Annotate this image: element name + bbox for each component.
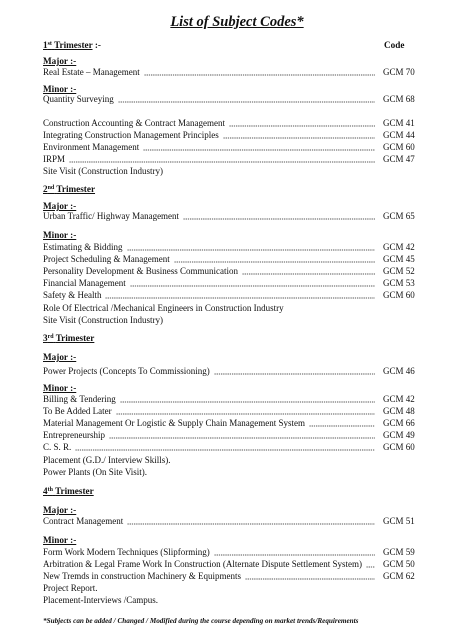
subject-row: Financial Management GCM 53	[43, 278, 415, 288]
subject-row: Urban Traffic/ Highway Management GCM 65	[43, 211, 415, 221]
trimester-1-heading: 1st Trimester :-	[43, 40, 101, 50]
subject-row: Safety & Health GCM 60	[43, 290, 415, 300]
minor-heading: Minor :-	[43, 84, 77, 94]
subject-line: Placement (G.D./ Interview Skills).	[43, 455, 171, 465]
subject-row: Personality Development & Business Communication GCM 52	[43, 266, 415, 276]
subject-line: Role Of Electrical /Mechanical Engineers in Construction Industry	[43, 303, 284, 313]
page-title: List of Subject Codes*	[170, 14, 304, 30]
code-column-header: Code	[384, 40, 405, 50]
subject-row: C. S. R. GCM 60	[43, 442, 415, 452]
subject-line: Site Visit (Construction Industry)	[43, 166, 164, 176]
major-heading: Major :-	[43, 352, 77, 362]
subject-row: Form Work Modern Techniques (Slipforming) GCM 59	[43, 547, 415, 557]
minor-heading: Minor :-	[43, 383, 77, 393]
subject-line: Placement-Interviews /Campus.	[43, 595, 158, 605]
minor-heading: Minor :-	[43, 230, 77, 240]
subject-row: Entrepreneurship GCM 49	[43, 430, 415, 440]
subject-line: Project Report.	[43, 583, 98, 593]
subject-row: Estimating & Bidding GCM 42	[43, 242, 415, 252]
subject-row: Quantity Surveying GCM 68	[43, 94, 415, 104]
subject-row: Integrating Construction Management Principles GCM 44	[43, 130, 415, 140]
subject-row: Material Management Or Logistic & Supply Chain Management System GCM 66	[43, 418, 415, 428]
minor-heading: Minor :-	[43, 535, 77, 545]
major-heading: Major :-	[43, 505, 77, 515]
subject-row: New Tremds in construction Machinery & Equipments GCM 62	[43, 571, 415, 581]
subject-row: Arbitration & Legal Frame Work In Construction (Alternate Dispute Settlement System) GCM 50	[43, 559, 415, 569]
subject-line: Site Visit (Construction Industry)	[43, 315, 164, 325]
subject-line: Power Plants (On Site Visit).	[43, 467, 148, 477]
trimester-2-heading: 2nd Trimester	[43, 184, 96, 194]
trimester-4-heading: 4th Trimester	[43, 486, 94, 496]
subject-row: To Be Added Later GCM 48	[43, 406, 415, 416]
major-heading: Major :-	[43, 56, 77, 66]
subject-row: Real Estate – Management GCM 70	[43, 67, 415, 77]
subject-row: Construction Accounting & Contract Management GCM 41	[43, 118, 415, 128]
subject-row: Power Projects (Concepts To Commissioning) GCM 46	[43, 366, 415, 376]
subject-row: Billing & Tendering GCM 42	[43, 394, 415, 404]
trimester-3-heading: 3rd Trimester	[43, 333, 95, 343]
major-heading: Major :-	[43, 201, 77, 211]
subject-row: Contract Management GCM 51	[43, 516, 415, 526]
footnote: *Subjects can be added / Changed / Modified during the course depending on market trends/Requirements	[43, 617, 359, 625]
subject-row: Project Scheduling & Management GCM 45	[43, 254, 415, 264]
subject-row: IRPM GCM 47	[43, 154, 415, 164]
subject-row: Environment Management GCM 60	[43, 142, 415, 152]
